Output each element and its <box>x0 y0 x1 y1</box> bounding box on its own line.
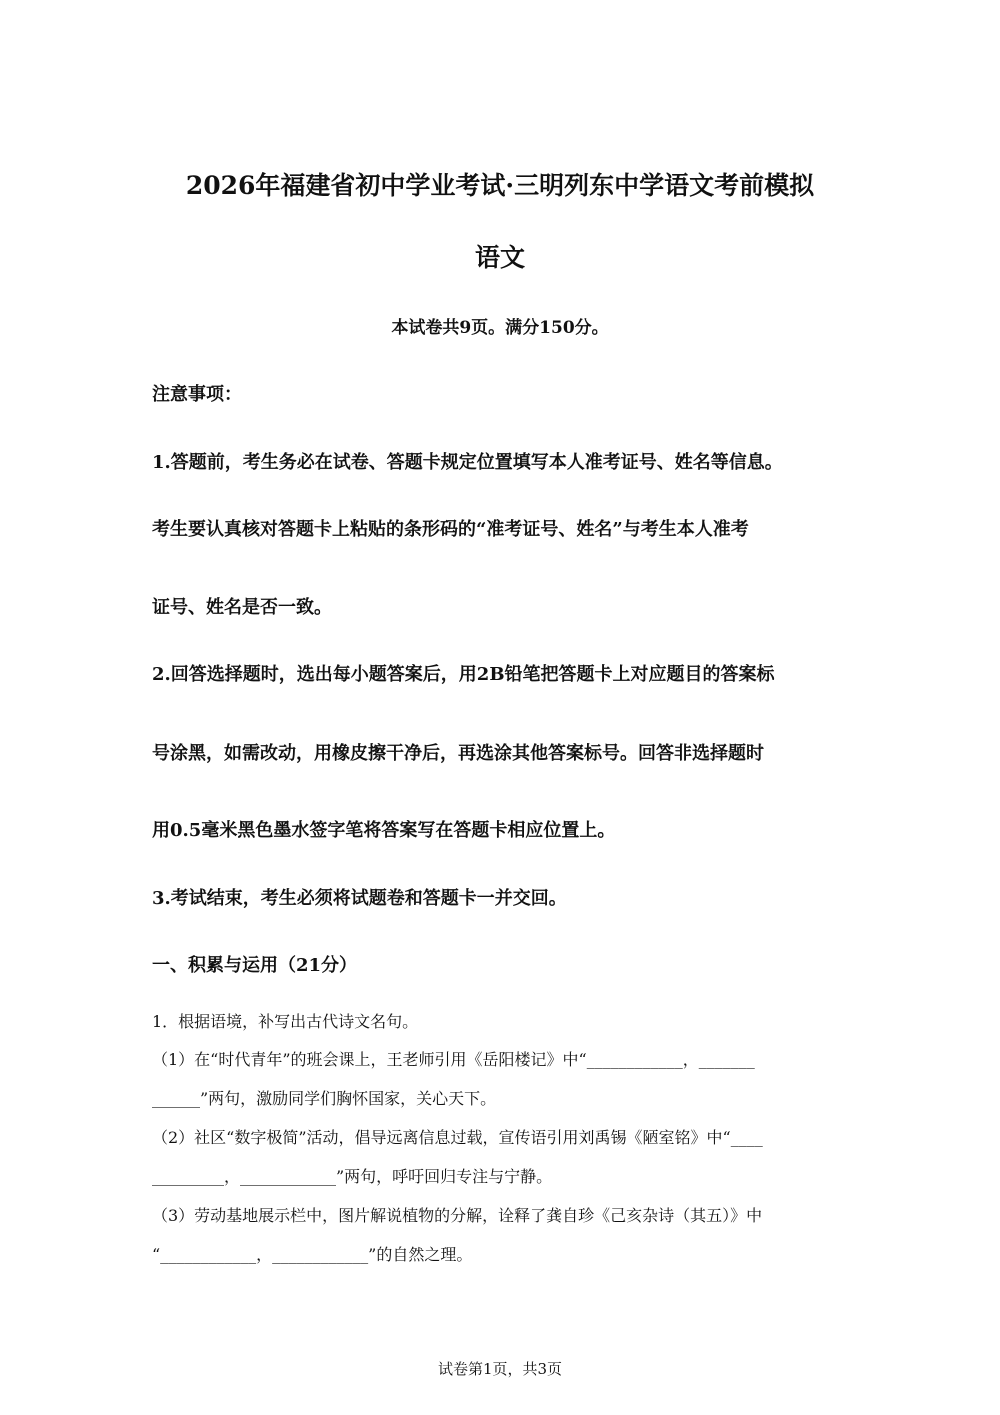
notice-line: 3.考试结束，考生必须将试题卷和答题卡一并交回。 <box>152 888 567 909</box>
notice-heading: 注意事项： <box>152 384 242 405</box>
section-heading: 一、积累与运用（21分） <box>152 955 358 976</box>
page-footer: 试卷第1页，共3页 <box>437 1360 563 1378</box>
question-line: _________，____________”两句，呼吁回归专注与宁静。 <box>152 1167 553 1186</box>
question-line: ______”两句，激励同学们胸怀国家，关心天下。 <box>152 1089 497 1108</box>
question-line: “____________，____________”的自然之理。 <box>152 1245 473 1264</box>
notice-line: 1.答题前，考生务必在试卷、答题卡规定位置填写本人准考证号、姓名等信息。 <box>152 452 783 473</box>
page-info: 本试卷共9页。满分150分。 <box>391 318 609 338</box>
subject-title: 语文 <box>474 243 525 272</box>
notice-line: 考生要认真核对答题卡上粘贴的条形码的“准考证号、姓名”与考生本人准考 <box>152 519 749 540</box>
question-line: （1）在“时代青年”的班会课上，王老师引用《岳阳楼记》中“____________，_______ <box>152 1050 755 1069</box>
notice-line: 证号、姓名是否一致。 <box>152 597 332 618</box>
question-line: （3）劳动基地展示栏中，图片解说植物的分解，诠释了龚自珍《己亥杂诗（其五）》中 <box>152 1206 763 1225</box>
exam-title: 2026年福建省初中学业考试·三明列东中学语文考前模拟 <box>185 171 815 200</box>
question-stem: 1．根据语境，补写出古代诗文名句。 <box>152 1012 419 1031</box>
notice-line: 号涂黑，如需改动，用橡皮擦干净后，再选涂其他答案标号。回答非选择题时 <box>152 743 764 764</box>
notice-line: 用0.5毫米黑色墨水签字笔将答案写在答题卡相应位置上。 <box>152 820 616 841</box>
notice-line: 2.回答选择题时，选出每小题答案后，用2B铅笔把答题卡上对应题目的答案标 <box>152 664 775 685</box>
question-line: （2）社区“数字极简”活动，倡导远离信息过载，宣传语引用刘禹锡《陋室铭》中“____ <box>152 1128 763 1147</box>
